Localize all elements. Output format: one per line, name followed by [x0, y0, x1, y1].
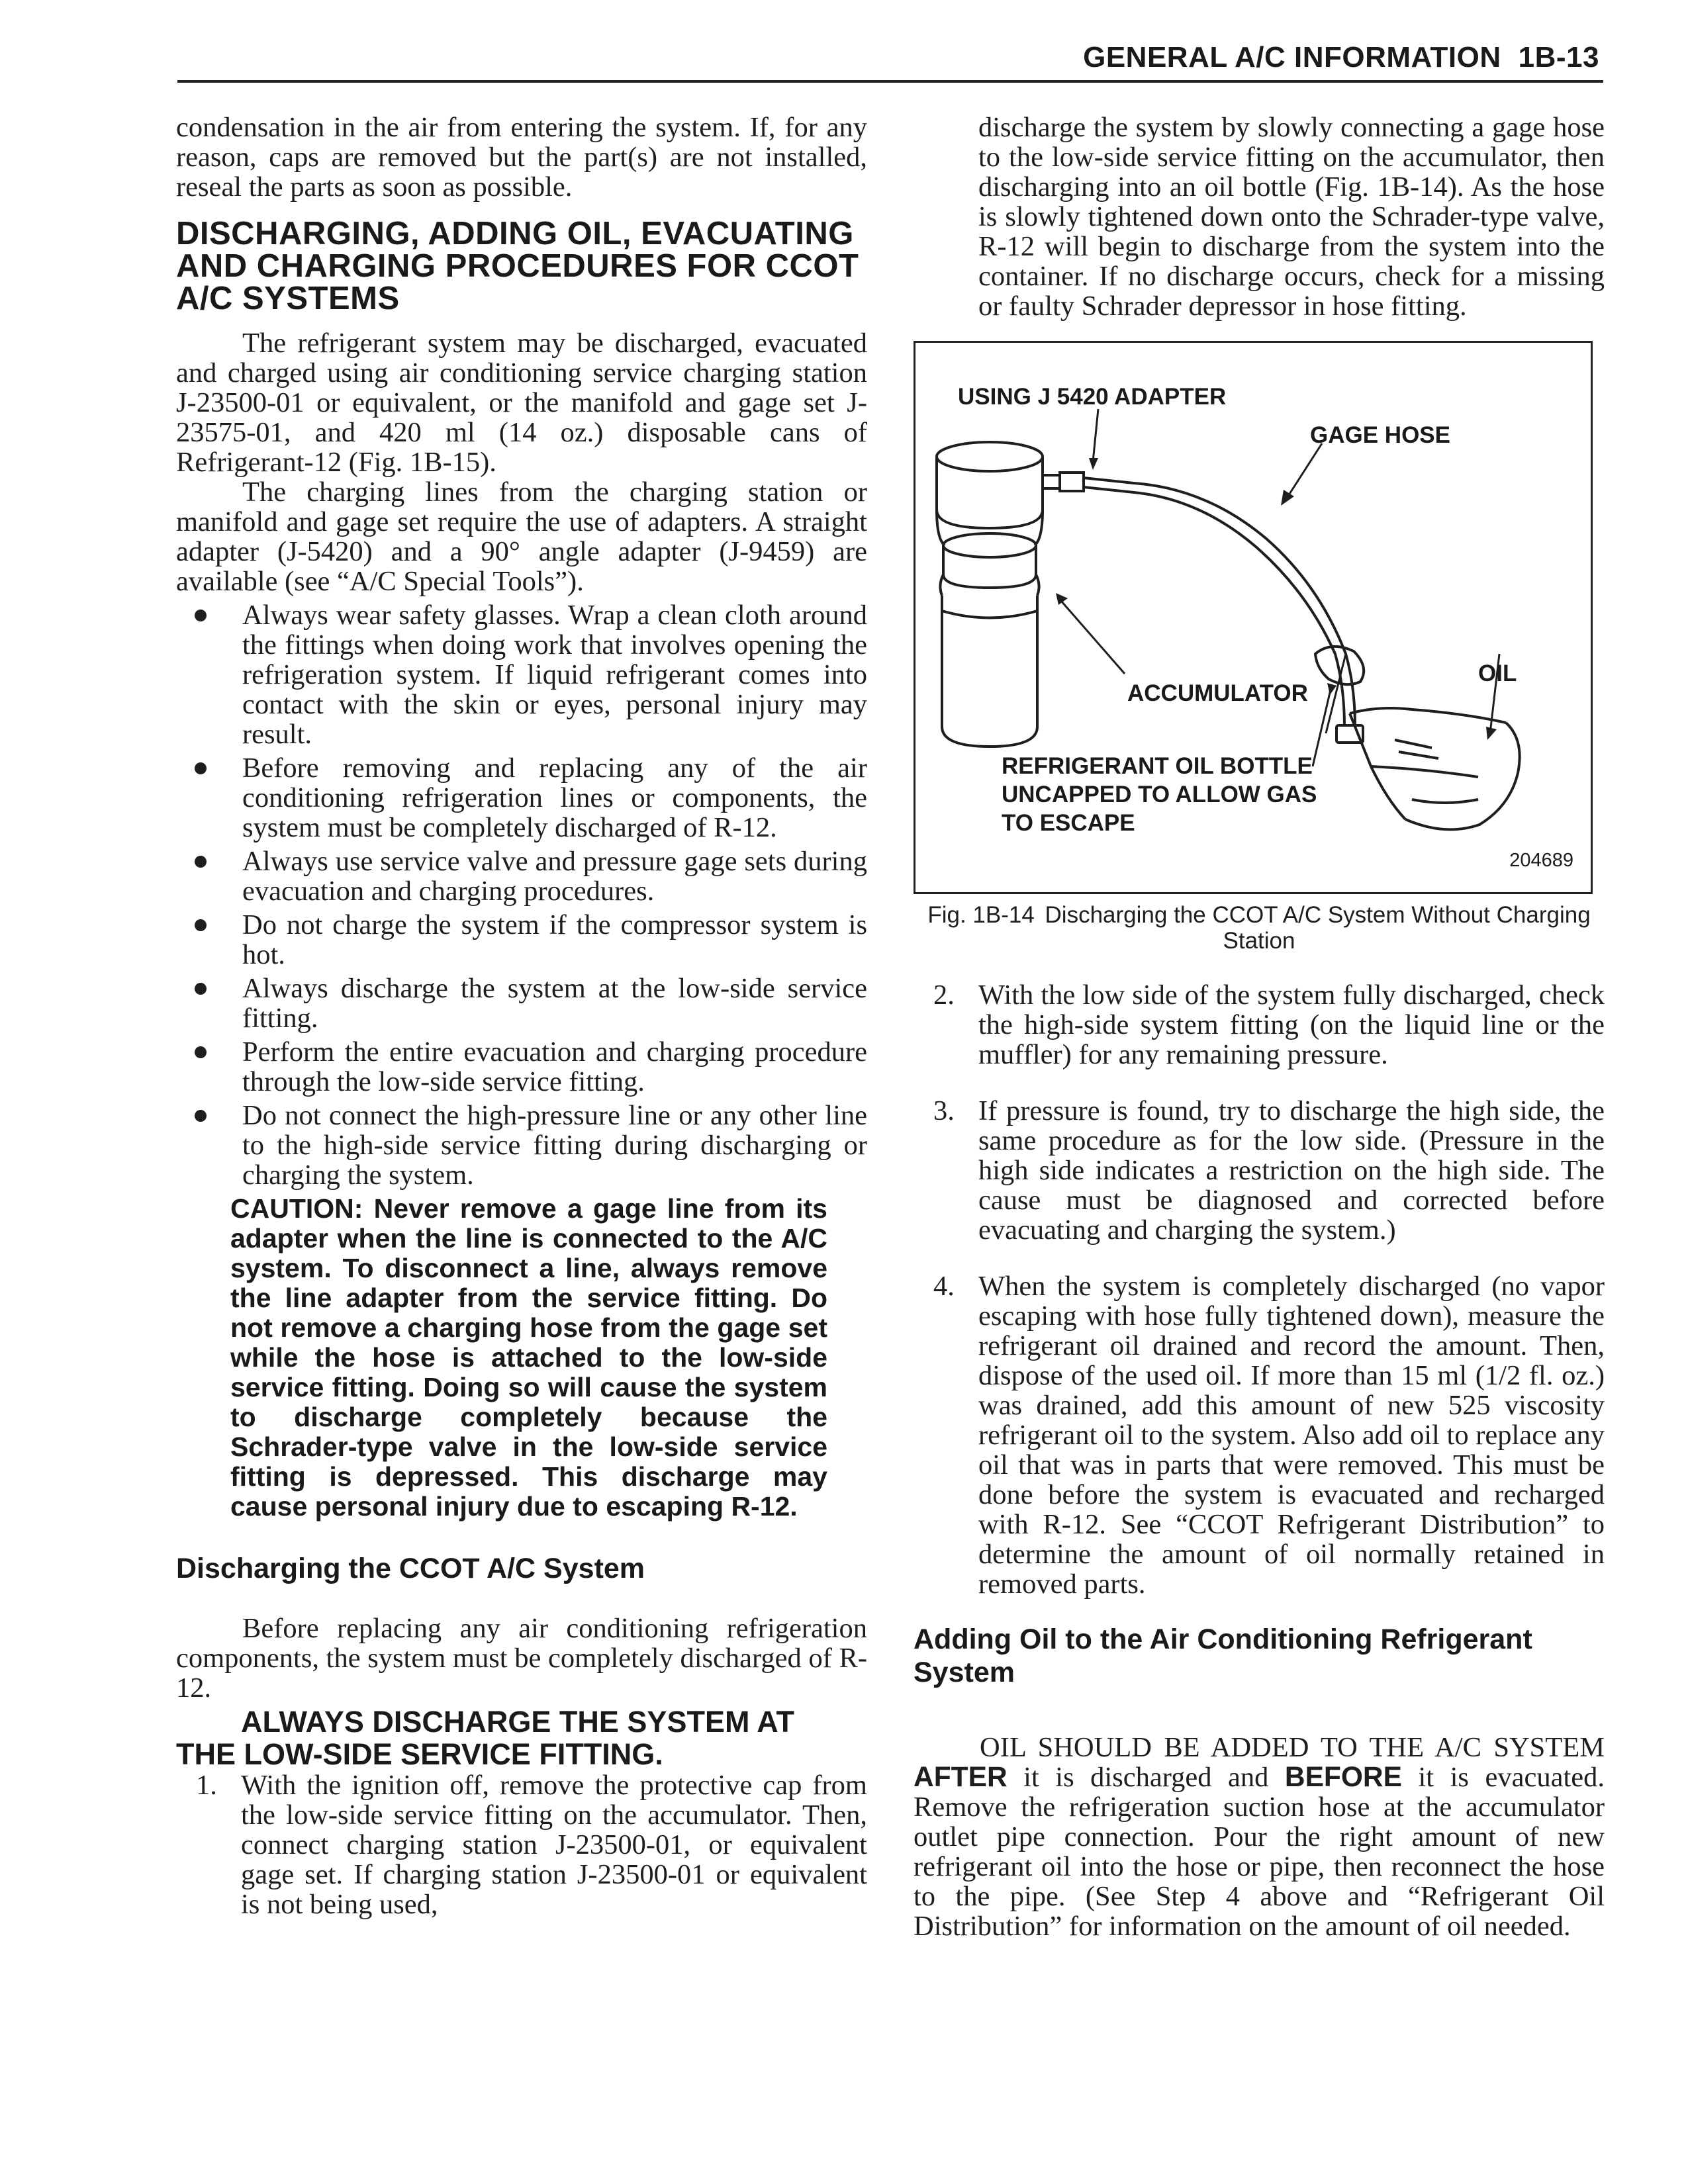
section-heading: DISCHARGING, ADDING OIL, EVACUATING AND CHARGING PROCEDURES FOR CCOT A/C SYSTEMS — [176, 216, 859, 316]
paragraph-refrigerant-system: The refrigerant system may be discharged, evacuated and charged using air conditioning service charging station J-23500-01 or equivalent, or the manifold and gage set J-23575-01, and 420 ml (14 oz.) disposable cans of Refrigerant-12 (Fig. 1B-15). — [176, 328, 867, 478]
step-text: With the ignition off, remove the protective cap from the low-side service fitting on the accumulator. Then, connect charging station J-23500-01, or equivalent gage set. If charging station J-23500-01 or equivalent is not being used, — [241, 1770, 867, 1920]
step-text: With the low side of the system fully discharged, check the high-side system fitting (on the liquid line or the muffler) for any remaining pressure. — [978, 979, 1605, 1070]
label-oil-bottle-line-1: REFRIGERANT OIL BOTTLE — [1002, 753, 1313, 779]
bullet-text: Always discharge the system at the low-side service fitting. — [242, 973, 867, 1034]
bullet-item — [176, 753, 867, 842]
step-number: 3. — [933, 1095, 955, 1126]
paragraph-before-replacing: Before replacing any air conditioning refrigeration components, the system must be completely discharged of R-12. — [176, 1613, 867, 1704]
label-oil-bottle-line-3: TO ESCAPE — [1002, 810, 1135, 836]
oil-text-rest: it is evacuated. Remove the refrigeration suction hose at the accumulator outlet pipe connection. Pour the right amount of new refrigerant oil into the hose or pipe, then reconnect the hose to the pipe. (See Step 4 above and “Refrigerant Oil Distribution” for information on the amount of oil needed. — [914, 1762, 1605, 1942]
step-item — [914, 1271, 1605, 1599]
oil-text-middle: it is discharged and — [1007, 1762, 1285, 1793]
bullet-text: Do not connect the high-pressure line or any other line to the high-side service fitting during discharging or charging the system. — [242, 1100, 867, 1191]
bullet-icon — [195, 919, 207, 931]
step-number: 4. — [933, 1271, 955, 1302]
step-item — [914, 980, 1605, 1069]
accumulator-drawing — [937, 442, 1043, 747]
step-item — [914, 1096, 1605, 1245]
bullet-text: Always use service valve and pressure gage sets during evacuation and charging procedures. — [242, 846, 867, 907]
bullet-item — [176, 1037, 867, 1097]
bullet-icon — [195, 610, 207, 621]
step-number: 2. — [933, 979, 955, 1011]
bullet-item — [176, 600, 867, 749]
bullet-text: Always wear safety glasses. Wrap a clean cloth around the fittings when doing work that involves opening the refrigeration system. If liquid refrigerant comes into contact with the skin or eyes, personal injury may result. — [242, 600, 867, 750]
oil-text-before: BEFORE — [1284, 1762, 1402, 1793]
label-gage-hose: GAGE HOSE — [1310, 422, 1450, 448]
page-number: 1B-13 — [1518, 41, 1599, 73]
figure-1b-14 — [914, 341, 1593, 894]
label-oil: OIL — [1478, 660, 1517, 686]
paragraph-charging-lines: The charging lines from the charging station or manifold and gage set require the use of adapters. A straight adapter (J-5420) and a 90° angle adapter (J-9459) are available (see “A/C Special Tools”). — [176, 477, 867, 597]
discharge-steps-left — [176, 1770, 867, 1919]
bullet-icon — [195, 1046, 207, 1058]
continued-paragraph: discharge the system by slowly connecting a gage hose to the low-side service fitting on the accumulator, then discharging into an oil bottle (Fig. 1B-14). As the hose is slowly tightened down onto the Schrader-type valve, R-12 will begin to discharge from the system into the container. If no discharge occurs, check for a missing or faulty Schrader depressor in hose fitting. — [978, 112, 1605, 322]
bullet-text: Before removing and replacing any of the air conditioning refrigeration lines or components, the system must be completely discharged of R-12. — [242, 752, 867, 843]
step-text: When the system is completely discharged (no vapor escaping with hose fully tightened down), measure the refrigerant oil drained and record the amount. Then, dispose of the used oil. If more than 15 ml (1/2 fl. oz.) was drained, add this amount of new 525 viscosity refrigerant oil to the system. Also add oil to replace any oil that was in parts that were removed. This must be done before the system is evacuated and recharged with R-12. See “CCOT Refrigerant Distribution” to determine the amount of oil normally retained in removed parts. — [978, 1271, 1605, 1600]
step-item — [176, 1770, 867, 1919]
left-column — [176, 113, 867, 1919]
paragraph-adding-oil — [914, 1733, 1605, 1941]
oil-text-intro: OIL SHOULD BE ADDED TO THE A/C SYSTEM — [980, 1732, 1605, 1763]
oil-text-after: AFTER — [914, 1762, 1008, 1793]
right-column — [914, 113, 1605, 1941]
bullet-item — [176, 974, 867, 1033]
safety-bullet-list — [176, 600, 867, 1190]
caution-notice: CAUTION: Never remove a gage line from its adapter when the line is connected to the A/C system. To disconnect a line, always remove the line adapter from the service fitting. Do not remove a charging hose from the gage set while the hose is attached to the low-side service fitting. Doing so will cause the system to discharge completely because the Schrader-type valve in the low-side service fitting is depressed. This discharge may cause personal injury due to escaping R-12. — [230, 1193, 827, 1522]
oil-bottle-drawing — [1350, 708, 1520, 829]
label-adapter: USING J 5420 ADAPTER — [958, 384, 1227, 410]
bullet-icon — [195, 1110, 207, 1122]
label-oil-bottle-line-2: UNCAPPED TO ALLOW GAS — [1002, 782, 1317, 807]
intro-paragraph: condensation in the air from entering the system. If, for any reason, caps are removed but the part(s) are not installed, reseal the parts as soon as possible. — [176, 112, 867, 203]
bullet-item — [176, 910, 867, 970]
bullet-text: Do not charge the system if the compressor system is hot. — [242, 909, 867, 970]
subsection-heading-adding-oil: Adding Oil to the Air Conditioning Refrigerant System — [914, 1623, 1532, 1688]
step-number: 1. — [196, 1770, 217, 1801]
discharge-warning — [176, 1706, 867, 1770]
bullet-item — [176, 1101, 867, 1190]
figure-reference-number: 204689 — [1509, 850, 1573, 871]
discharge-steps-right — [914, 980, 1605, 1599]
figure-caption-text: Discharging the CCOT A/C System Without Charging Station — [1045, 902, 1591, 954]
subsection-heading-discharging: Discharging the CCOT A/C System — [176, 1553, 645, 1584]
bullet-item — [176, 846, 867, 906]
header-rule — [177, 80, 1603, 83]
running-header — [1083, 41, 1599, 74]
step-text: If pressure is found, try to discharge the high side, the same procedure as for the low side. (Pressure in the high side indicates a restriction on the high side. The cause must be diagnosed and corrected before evacuating and charging the system.) — [978, 1095, 1605, 1246]
figure-caption — [914, 902, 1605, 954]
figure-number: Fig. 1B-14 — [927, 902, 1035, 928]
label-accumulator: ACCUMULATOR — [1127, 680, 1308, 706]
bullet-icon — [195, 762, 207, 774]
bullet-text: Perform the entire evacuation and charging procedure through the low-side service fitting. — [242, 1036, 867, 1097]
discharge-warning-line-1: ALWAYS DISCHARGE THE SYSTEM AT — [241, 1705, 794, 1739]
discharge-warning-line-2: THE LOW-SIDE SERVICE FITTING. — [176, 1737, 663, 1771]
bullet-icon — [195, 983, 207, 995]
leader-lines — [1061, 409, 1499, 766]
header-title: GENERAL A/C INFORMATION — [1083, 41, 1501, 73]
bullet-icon — [195, 856, 207, 868]
